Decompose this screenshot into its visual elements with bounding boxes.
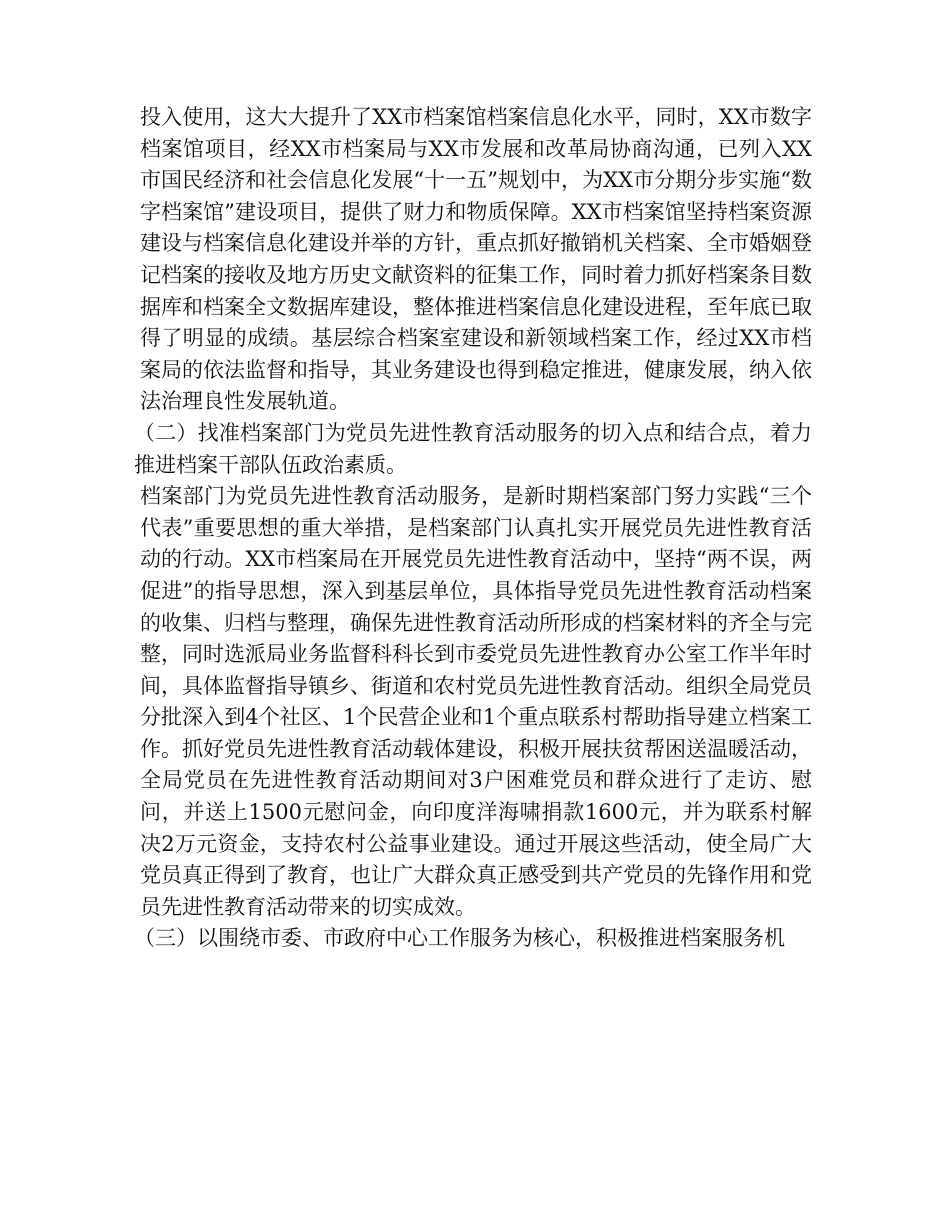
section-heading-2: （二）找准档案部门为党员先进性教育活动服务的切入点和结合点，着力推进档案干部队伍政治素质。 [134,420,812,477]
section-heading-3: （三）以围绕市委、市政府中心工作服务为核心，积极推进档案服务机 [134,926,785,951]
body-paragraph-informatization: 投入使用，这大大提升了XX市档案馆档案信息化水平，同时，XX市数字档案馆项目，经XX市档案局与XX市发展和改革局协商沟通，已列入XX市国民经济和社会信息化发展“十一五”规划中，为XX市分期分步实施“数字档案馆”建设项目，提供了财力和物质保障。XX市档案馆坚持档案资源建设与档案信息化建设并举的方针，重点抓好撤销机关档案、全市婚姻登记档案的接收及地方历史文献资料的征集工作，同时着力抓好档案条目数据库和档案全文数据库建设，整体推进档案信息化建设进程，至年底已取得了明显的成绩。基层综合档案室建设和新领域档案工作，经过XX市档案局的依法监督和指导，其业务建设也得到稳定推进，健康发展，纳入依法治理良性发展轨道。 [140,105,812,414]
document-page [134,102,812,955]
body-paragraph-education: 档案部门为党员先进性教育活动服务，是新时期档案部门努力实践“三个代表”重要思想的重大举措，是档案部门认真扎实开展党员先进性教育活动的行动。XX市档案局在开展党员先进性教育活动中，坚持“两不误，两促进”的指导思想，深入到基层单位，具体指导党员先进性教育活动档案的收集、归档与整理，确保先进性教育活动所形成的档案材料的齐全与完整，同时选派局业务监督科科长到市委党员先进性教育办公室工作半年时间，具体监督指导镇乡、街道和农村党员先进性教育活动。组织全局党员分批深入到4个社区、1个民营企业和1个重点联系村帮助指导建立档案工作。抓好党员先进性教育活动载体建设，积极开展扶贫帮困送温暖活动，全局党员在先进性教育活动期间对3户困难党员和群众进行了走访、慰问，并送上1500元慰问金，向印度洋海啸捐款1600元，并为联系村解决2万元资金，支持农村公益事业建设。通过开展这些活动，使全局广大党员真正得到了教育，也让广大群众真正感受到共产党员的先锋作用和党员先进性教育活动带来的切实成效。 [140,484,812,919]
